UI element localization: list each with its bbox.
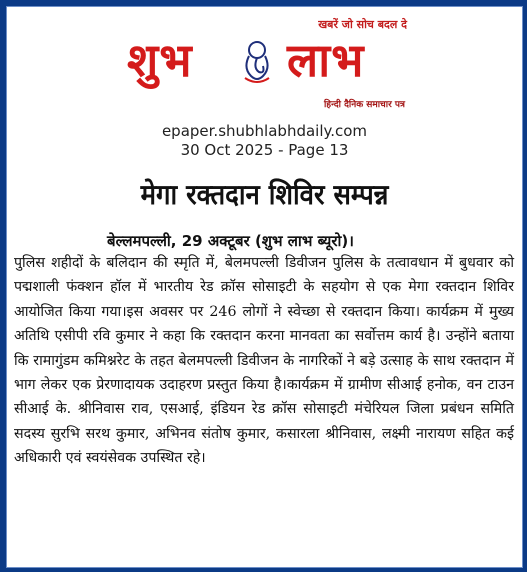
source-page: 30 Oct 2025 - Page 13: [180, 141, 349, 159]
logo-word-left: शुभ: [127, 33, 193, 87]
ganesha-icon: [235, 38, 279, 86]
newspaper-logo: [117, 28, 419, 96]
article-dateline: बेल्लमपल्ली, 29 अक्टूबर (शुभ लाभ ब्यूरो)।: [107, 232, 354, 250]
article-body: पुलिस शहीदों के बलिदान की स्मृति में, बेलमपल्ली डिवीजन पुलिस के तत्वावधान में बुधवार को पद्मशाली फंक्शन हॉल में भारतीय रेड क्रॉस सोसाइटी के सहयोग से एक मेगा रक्तदान शिविर आयोजित किया गया।इस अवसर पर 246 लोगों ने स्वेच्छा से रक्तदान किया। कार्यक्रम में मुख्य अतिथि एसीपी रवि कुमार ने कहा कि रक्तदान करना मानवता का सर्वोत्तम कार्य है। उन्होंने बताया कि रामागुंडम कमिश्नरेट के तहत बेलमपल्ली डिवीजन के नागरिकों ने बड़े उत्साह के साथ रक्तदान में भाग लेकर एक प्रेरणादायक उदाहरण प्रस्तुत किया है।कार्यक्रम में ग्रामीण सीआई हनोक, वन टाउन सीआई के. श्रीनिवास राव, एसआई, इंडियन रेड क्रॉस सोसाइटी मंचेरियल जिला प्रबंधन समिति सदस्य सुरभि सरथ कुमार, अभिनव संतोष कुमार, कसारला श्रीनिवास, लक्ष्मी नारायण सहित कई अधिकारी एवं स्वयंसेवक उपस्थित रहे।: [14, 255, 514, 467]
masthead: [117, 10, 419, 114]
article-headline: मेगा रक्तदान शिविर सम्पन्न: [140, 178, 389, 211]
source-site: epaper.shubhlabhdaily.com: [161, 122, 368, 140]
masthead-tagline: खबरें जो सोच बदल दे: [318, 18, 407, 31]
clipping-frame: [6, 6, 523, 568]
article-clip: [9, 165, 520, 565]
logo-word-right: लाभ: [287, 33, 365, 87]
masthead-subtag: हिन्दी दैनिक समाचार पत्र: [323, 100, 405, 110]
